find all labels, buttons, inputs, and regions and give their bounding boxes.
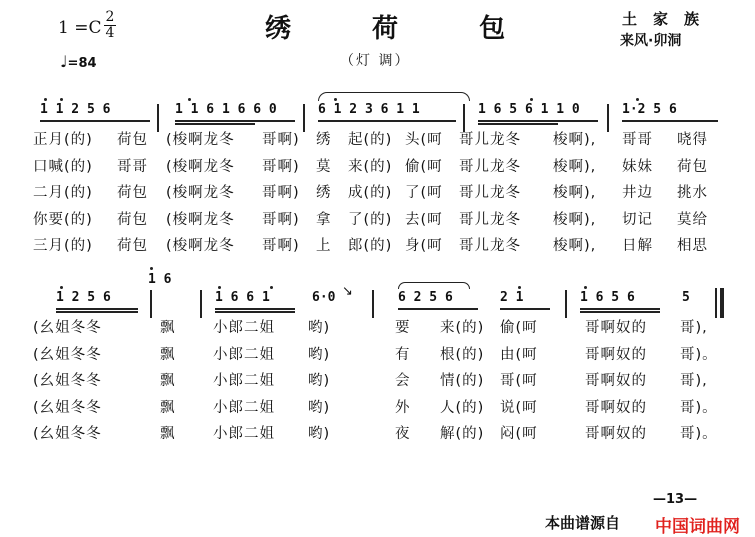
lyric-cell: 飘 bbox=[160, 346, 176, 363]
lyric-cell: 相思 bbox=[677, 238, 708, 254]
lyric-cell: 莫给 bbox=[677, 211, 708, 228]
lyric-cell: 闷(呵 bbox=[500, 426, 538, 442]
measure-2-2: 1 6 bbox=[148, 272, 172, 287]
lyric-cell: 口喊(的) bbox=[33, 158, 93, 175]
lyric-cell: 哥), bbox=[680, 373, 708, 389]
lyric-cell: 哥哥 bbox=[622, 132, 653, 148]
meter-top: 2 bbox=[105, 9, 115, 25]
lyric-cell: 来(的) bbox=[440, 320, 485, 336]
lyric-cell: (幺姐冬冬 bbox=[33, 320, 102, 336]
lyric-cell: 妹妹 bbox=[622, 158, 653, 175]
lyric-cell: 哥啊) bbox=[262, 185, 300, 201]
meter-bottom: 4 bbox=[105, 25, 115, 41]
lyric-cell: 了(的) bbox=[348, 211, 393, 228]
lyric-cell: 小郎二姐 bbox=[213, 320, 275, 336]
lyric-cell: 哟) bbox=[308, 399, 331, 416]
lyric-cell: 由(呵 bbox=[500, 346, 538, 363]
lyric-cell: 哥啊) bbox=[262, 158, 300, 175]
time-signature bbox=[104, 10, 116, 41]
lyric-cell: 小郎二姐 bbox=[213, 346, 275, 363]
lyric-cell: 荷包 bbox=[677, 158, 708, 175]
lyric-cell: 了(呵 bbox=[405, 185, 443, 201]
lyric-cell: 哥)。 bbox=[680, 426, 718, 442]
measure-1-2: 1 1 6 1 6 6 0 bbox=[175, 102, 277, 117]
lyric-cell: 日解 bbox=[622, 238, 653, 254]
lyric-cell: 哥啊) bbox=[262, 238, 300, 254]
lyric-cell: 荷包 bbox=[117, 211, 148, 228]
measure-2-8: 5 bbox=[682, 290, 690, 305]
lyric-cell: 哥啊奴的 bbox=[585, 373, 647, 389]
lyric-cell: 小郎二姐 bbox=[213, 373, 275, 389]
lyric-cell: 哥儿龙冬 bbox=[459, 132, 521, 148]
lyric-cell: 偷(呵 bbox=[405, 158, 443, 175]
lyric-cell: 荷包 bbox=[117, 132, 148, 148]
lyric-cell: 哥啊奴的 bbox=[585, 426, 647, 442]
lyric-cell: 切记 bbox=[622, 211, 653, 228]
lyric-cell: 梭啊), bbox=[553, 132, 597, 148]
lyric-cell: 起(的) bbox=[348, 132, 393, 148]
lyric-cell: (梭啊龙冬 bbox=[166, 211, 235, 228]
lyric-cell: 上 bbox=[316, 238, 332, 254]
breath-arrow-icon: ↘ bbox=[342, 284, 353, 299]
lyric-cell: 梭啊), bbox=[553, 185, 597, 201]
lyric-cell: 哥啊) bbox=[262, 132, 300, 148]
lyric-cell: 飘 bbox=[160, 399, 176, 416]
lyric-cell: (梭啊龙冬 bbox=[166, 185, 235, 201]
lyric-cell: 绣 bbox=[316, 132, 332, 148]
ethnic-group: 土家族 bbox=[622, 10, 716, 28]
collector: 来风·卯洞 bbox=[620, 33, 682, 49]
lyric-cell: 哓得 bbox=[677, 132, 708, 148]
lyric-cell: 情(的) bbox=[440, 373, 485, 389]
lyric-cell: 夜 bbox=[395, 426, 411, 442]
lyric-cell: 哥儿龙冬 bbox=[459, 185, 521, 201]
site-watermark: 中国词曲网 bbox=[655, 517, 740, 537]
page-number: —13— bbox=[653, 492, 698, 507]
lyric-cell: 绣 bbox=[316, 185, 332, 201]
measure-1-3: 6 1 2 3 6 1 1 bbox=[318, 102, 420, 117]
measure-2-5: 6 2 5 6 bbox=[398, 290, 453, 305]
lyric-cell: 去(呵 bbox=[405, 211, 443, 228]
lyric-cell: (梭啊龙冬 bbox=[166, 238, 235, 254]
lyric-cell: 有 bbox=[395, 346, 411, 363]
source-note: 本曲谱源自 bbox=[545, 514, 621, 532]
lyric-cell: 成(的) bbox=[348, 185, 393, 201]
measure-2-3: 1 6 6 1 bbox=[215, 290, 270, 305]
lyric-cell: 莫 bbox=[316, 158, 332, 175]
lyric-cell: 说(呵 bbox=[500, 399, 538, 416]
lyric-cell: 哥哥 bbox=[117, 158, 148, 175]
lyric-cell: 梭啊), bbox=[553, 211, 597, 228]
lyric-cell: 偷(呵 bbox=[500, 320, 538, 336]
lyric-cell: 哥儿龙冬 bbox=[459, 238, 521, 254]
lyric-cell: 哥儿龙冬 bbox=[459, 158, 521, 175]
lyric-cell: 挑水 bbox=[677, 185, 708, 201]
lyric-cell: (幺姐冬冬 bbox=[33, 346, 102, 363]
lyric-cell: 哥)。 bbox=[680, 399, 718, 416]
lyric-cell: (幺姐冬冬 bbox=[33, 399, 102, 416]
lyric-cell: 哥啊奴的 bbox=[585, 320, 647, 336]
key-signature: 1 =C bbox=[58, 18, 102, 38]
subtitle: （灯 调） bbox=[340, 53, 411, 69]
measure-1-5: 1·2 5 6 bbox=[622, 102, 677, 117]
lyric-cell: 哥啊奴的 bbox=[585, 346, 647, 363]
lyric-cell: 三月(的) bbox=[33, 238, 93, 254]
lyric-cell: 哟) bbox=[308, 426, 331, 442]
lyric-cell: 二月(的) bbox=[33, 185, 93, 201]
lyric-cell: 小郎二姐 bbox=[213, 426, 275, 442]
lyric-cell: 根(的) bbox=[440, 346, 485, 363]
lyric-cell: 飘 bbox=[160, 320, 176, 336]
lyric-cell: 你要(的) bbox=[33, 211, 93, 228]
lyric-cell: (幺姐冬冬 bbox=[33, 426, 102, 442]
lyric-cell: 人(的) bbox=[440, 399, 485, 416]
measure-1-4: 1 6 5 6 1 1 0 bbox=[478, 102, 580, 117]
lyric-cell: 外 bbox=[395, 399, 411, 416]
lyric-cell: 哟) bbox=[308, 320, 331, 336]
lyric-cell: 会 bbox=[395, 373, 411, 389]
lyric-cell: 梭啊), bbox=[553, 158, 597, 175]
lyric-cell: (幺姐冬冬 bbox=[33, 373, 102, 389]
lyric-cell: 哥啊) bbox=[262, 211, 300, 228]
lyric-cell: 哟) bbox=[308, 346, 331, 363]
measure-2-1: 1 2 5 6 bbox=[56, 290, 111, 305]
lyric-cell: 头(呵 bbox=[405, 132, 443, 148]
lyric-cell: 哟) bbox=[308, 373, 331, 389]
lyric-cell: (梭啊龙冬 bbox=[166, 158, 235, 175]
lyric-cell: 哥), bbox=[680, 320, 708, 336]
quarter-note-icon: ♩ bbox=[60, 52, 68, 71]
measure-1-1: 1 1 2 5 6 bbox=[40, 102, 111, 117]
lyric-cell: 井边 bbox=[622, 185, 653, 201]
lyric-cell: 解(的) bbox=[440, 426, 485, 442]
lyric-cell: 郎(的) bbox=[348, 238, 393, 254]
measure-2-4: 6·0 bbox=[312, 290, 336, 305]
lyric-cell: 哥儿龙冬 bbox=[459, 211, 521, 228]
lyric-cell: 飘 bbox=[160, 373, 176, 389]
lyric-cell: 飘 bbox=[160, 426, 176, 442]
lyric-cell: (梭啊龙冬 bbox=[166, 132, 235, 148]
lyric-cell: 身(呵 bbox=[405, 238, 443, 254]
lyric-cell: 荷包 bbox=[117, 238, 148, 254]
tempo-marking bbox=[60, 52, 97, 71]
lyric-cell: 正月(的) bbox=[33, 132, 93, 148]
lyric-cell: 要 bbox=[395, 320, 411, 336]
lyric-cell: 来(的) bbox=[348, 158, 393, 175]
measure-2-7: 1 6 5 6 bbox=[580, 290, 635, 305]
song-title: 绣 荷 包 bbox=[265, 14, 542, 44]
lyric-cell: 梭啊), bbox=[553, 238, 597, 254]
lyric-cell: 荷包 bbox=[117, 185, 148, 201]
lyric-cell: 小郎二姐 bbox=[213, 399, 275, 416]
lyric-cell: 哥啊奴的 bbox=[585, 399, 647, 416]
measure-2-6: 2 1 bbox=[500, 290, 524, 305]
lyric-cell: 拿 bbox=[316, 211, 332, 228]
lyric-cell: 哥(呵 bbox=[500, 373, 538, 389]
lyric-cell: 哥)。 bbox=[680, 346, 718, 363]
tempo-value: =84 bbox=[67, 56, 97, 71]
